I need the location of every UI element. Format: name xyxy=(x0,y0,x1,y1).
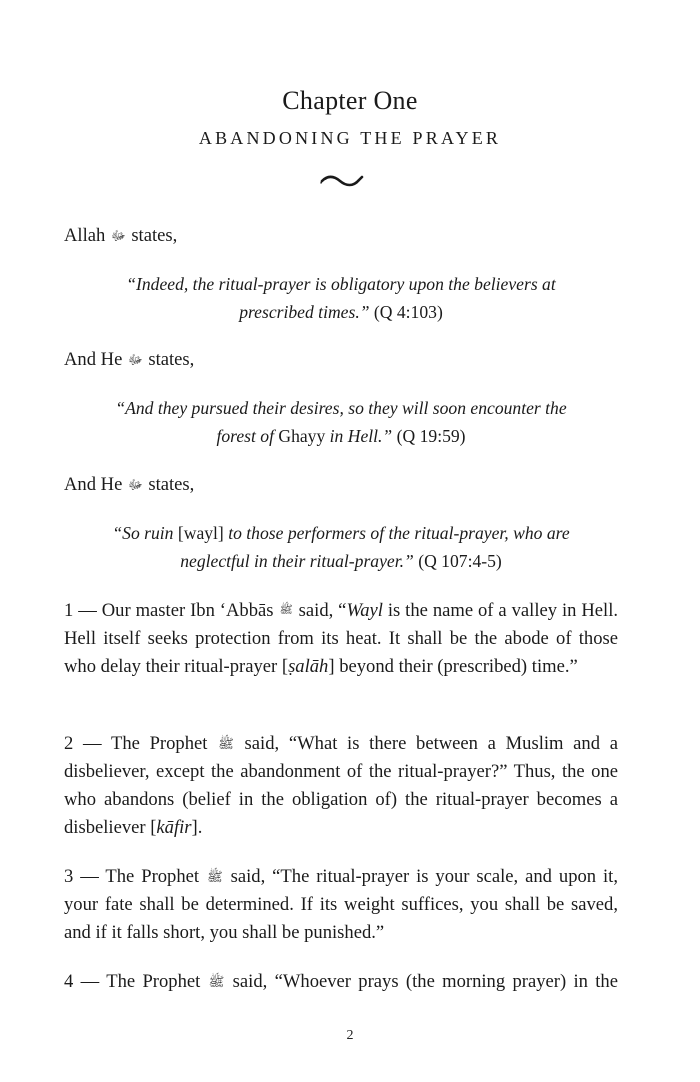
quote-reference: (Q 19:59) xyxy=(396,426,466,446)
hadith-text: ]. xyxy=(191,817,203,838)
quote-intro xyxy=(64,346,618,374)
quote-text: in Hell.” xyxy=(325,426,393,446)
hadith-italic-term: ṣalāh xyxy=(288,656,329,677)
quran-quote xyxy=(96,519,586,575)
intro-text: And He xyxy=(64,349,123,370)
intro-text: And He xyxy=(64,474,123,495)
swash-ornament-icon xyxy=(319,172,365,192)
page-number: 2 xyxy=(346,1028,354,1043)
hadith-number: 4 xyxy=(64,971,74,992)
hadith-number: 2 xyxy=(64,733,74,754)
hadith-text: said, “ xyxy=(293,600,347,621)
hadith-paragraph xyxy=(64,968,618,996)
honorific-icon: ﷻ xyxy=(128,477,143,492)
chapter-title: Chapter One xyxy=(282,86,418,115)
honorific-icon: ﷻ xyxy=(128,352,143,367)
honorific-icon: ﷺ xyxy=(218,736,234,751)
hadith-text: said, “What is there between a Muslim and a disbeliever, except the abandonment of the ritual-prayer?” Thus, the one who abandons (belief in the obligation of) the ritual-prayer becomes a disbeliever [ xyxy=(64,733,618,838)
hadith-text: said, “The ritual-prayer is your scale, and upon it, your fate shall be determined. If its weight suffices, you shall be saved, and if it falls short, you shall be punished.” xyxy=(64,866,618,943)
quote-reference: (Q 4:103) xyxy=(373,302,443,322)
quote-text: “Indeed, the ritual-prayer is obligatory upon the believers at prescribed times.” xyxy=(126,274,556,322)
hadith-paragraph xyxy=(64,730,618,842)
hadith-paragraph xyxy=(64,596,618,681)
hadith-paragraph xyxy=(64,863,618,947)
hadith-number: 1 xyxy=(64,600,74,621)
hadith-text: is the name of a valley in Hell. Hell itself seeks protection from its heat. It shall be the abode of those who delay their ritual-prayer [ xyxy=(64,600,619,677)
quote-reference: (Q 107:4-5) xyxy=(418,551,502,571)
hadith-number: 3 xyxy=(64,866,74,887)
honorific-icon: ﷺ xyxy=(208,974,225,989)
quote-text: “And they pursued their desires, so they will soon encounter the forest of xyxy=(115,398,567,446)
quote-plain-word: [wayl] xyxy=(177,523,224,543)
hadith-text: ] beyond their (prescribed) time.” xyxy=(328,656,578,677)
hadith-italic-term: kāfir xyxy=(156,817,192,838)
intro-text: states, xyxy=(131,225,178,246)
intro-text: states, xyxy=(148,474,195,495)
quote-intro xyxy=(64,471,618,499)
quote-plain-word: Ghayy xyxy=(278,426,326,446)
intro-text: states, xyxy=(148,349,195,370)
chapter-subtitle: ABANDONING THE PRAYER xyxy=(198,128,502,148)
hadith-italic-term: Wayl xyxy=(346,600,383,621)
hadith-lead: — The Prophet xyxy=(80,866,200,887)
intro-text: Allah xyxy=(64,225,106,246)
hadith-lead: — The Prophet xyxy=(80,971,201,992)
hadith-text: said, “Whoever prays (the morning prayer) in the xyxy=(225,971,618,992)
quote-text: to those performers of the ritual-prayer, who are neglectful in their ritual-prayer.” xyxy=(180,523,570,571)
quote-text: “So ruin xyxy=(112,523,178,543)
honorific-icon: ﷺ xyxy=(279,604,293,616)
quran-quote xyxy=(96,270,586,326)
honorific-icon: ﷺ xyxy=(207,869,223,884)
hadith-lead: — The Prophet xyxy=(83,733,208,754)
quote-intro xyxy=(64,222,618,250)
hadith-lead: — Our master Ibn ‘Abbās xyxy=(78,600,274,621)
honorific-icon: ﷻ xyxy=(110,228,126,243)
quran-quote xyxy=(96,394,586,450)
